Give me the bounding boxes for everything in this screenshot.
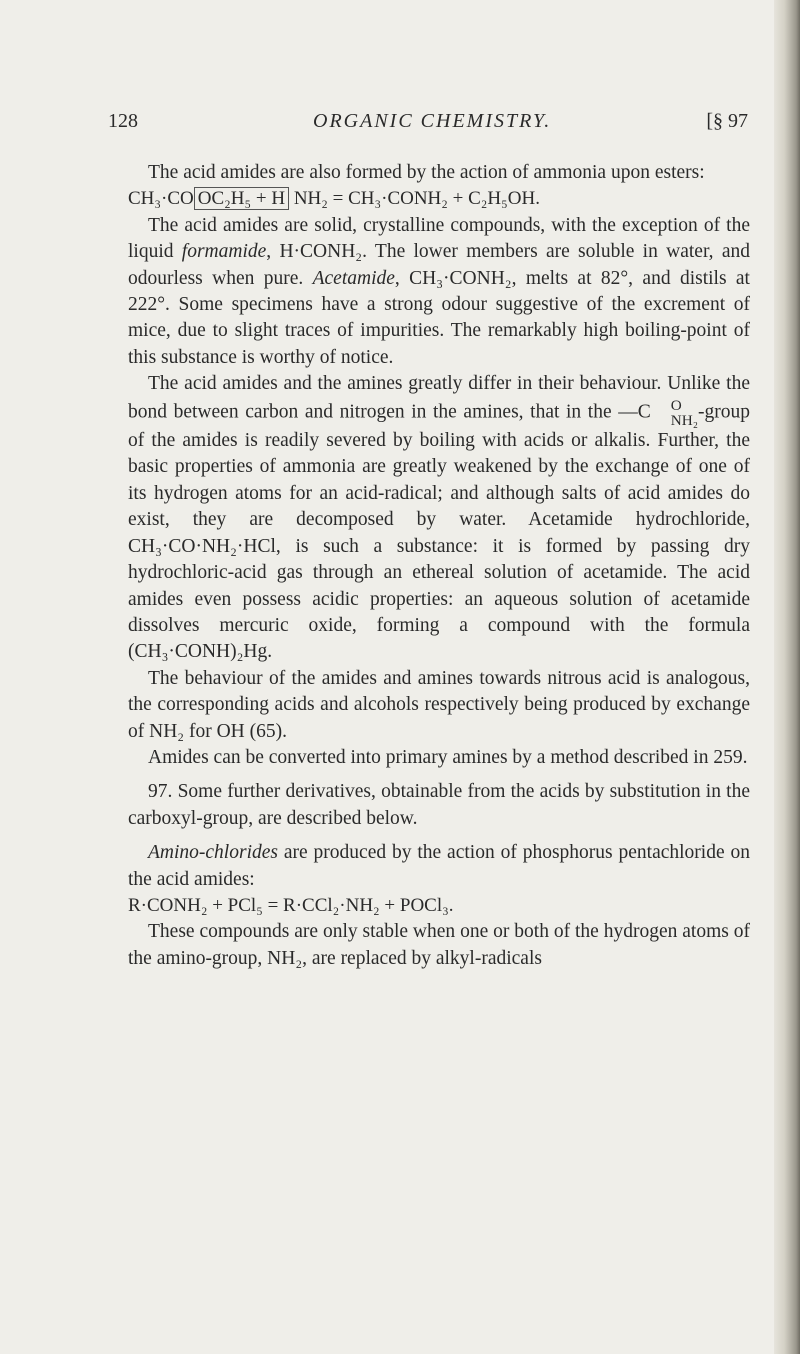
body-text	[128, 160, 750, 972]
term-amino-chlorides: Amino-chlorides	[148, 842, 278, 864]
paragraph-properties	[128, 213, 750, 371]
term-acetamide: Acetamide	[312, 267, 395, 289]
section-reference: [§ 97	[706, 110, 748, 132]
running-title: ORGANIC CHEMISTRY.	[313, 110, 552, 132]
text-span: The acid amides and the amines greatly differ in their behaviour. Unlike the bond between carbon and nitrogen in the amines, that in the —C	[128, 373, 750, 423]
formula-bottom: NH₂	[670, 411, 698, 429]
text-span: The acid amides are solid, crystalline compounds, with the exception of the liquid	[128, 214, 750, 263]
paragraph-esters: The acid amides are also formed by the action of ammonia upon esters:	[148, 162, 705, 183]
paragraph-amino-chlorides	[128, 840, 750, 893]
equation-ester-ammonia	[128, 186, 750, 212]
amide-group-formula	[651, 398, 698, 428]
text-span: , CH₃·CONH₂, melts at 82°, and distils at 222°. Some specimens have a strong odour suggestive of the excrement of mice, due to slight traces of impurities. The remarkably high boiling-point of this substance is worthy of notice.	[128, 267, 750, 368]
page-number: 128	[108, 110, 138, 132]
page-header	[108, 110, 748, 140]
equation-amino-chlorides: R·CONH₂ + PCl₅ = R·CCl₂·NH₂ + POCl₃.	[128, 894, 454, 916]
paragraph-amides-vs-amines	[128, 371, 750, 665]
text-span: -group of the amides is readily severed by boiling with acids or alkalis. Further, the basic properties of ammonia are greatly weakened by the exchange of one of its hydrogen atoms for an acid-radical; and although salts of acid amides do exist, they are decomposed by water. Acetamide hydrochloride, CH₃·CO·NH₂·HCl, is such a substance: it is formed by passing dry hydrochloric-acid gas through an ethereal solution of acetamide. The acid amides even possess acidic properties: an aqueous solution of acetamide dissolves mercuric oxide, forming a compound with the formula (CH₃·CONH)₂Hg.	[128, 401, 750, 663]
formula-top: O	[670, 396, 682, 414]
paragraph-primary-amines: Amides can be converted into primary amines by a method described in 259.	[148, 746, 748, 768]
paragraph-nitrous-acid: The behaviour of the amides and amines towards nitrous acid is analogous, the corresponding acids and alcohols respectively being produced by exchange of NH₂ for OH (65).	[128, 667, 750, 742]
book-spine-shadow	[774, 0, 800, 1354]
equation-right: NH₂ = CH₃·CONH₂ + C₂H₅OH.	[293, 188, 540, 210]
equation-left: CH₃·CO	[128, 188, 194, 210]
paragraph-stability: These compounds are only stable when one or both of the hydrogen atoms of the amino-group, NH₂, are replaced by alkyl-radicals	[128, 921, 750, 969]
equation-boxed-part: OC₂H₅ + H	[194, 187, 289, 210]
paragraph-section-97: 97. Some further derivatives, obtainable from the acids by substitution in the carboxyl-group, are described below.	[128, 781, 750, 829]
text-span: , H·CONH₂. The lower members are soluble in water, and odourless when pure.	[128, 241, 750, 289]
text-span: are produced by the action of phosphorus pentachloride on the acid amides:	[128, 842, 750, 890]
term-formamide: formamide	[181, 241, 267, 263]
